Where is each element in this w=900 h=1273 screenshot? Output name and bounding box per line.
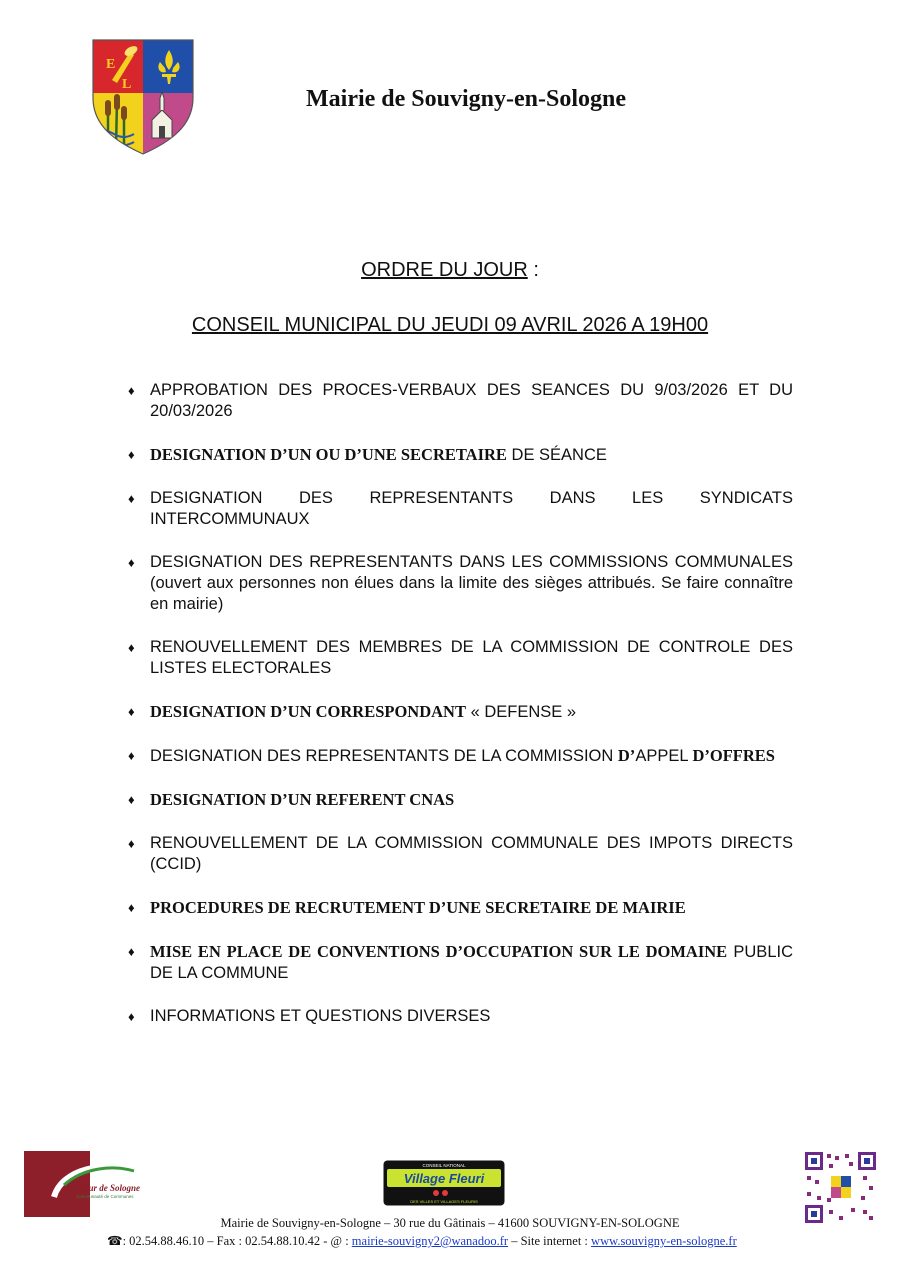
diamond-bullet-icon: ♦	[128, 491, 135, 506]
coeur-logo-subtitle: Communauté de Communes	[76, 1194, 134, 1199]
agenda-item	[128, 444, 793, 466]
site-label: – Site internet :	[508, 1234, 592, 1248]
diamond-bullet-icon: ♦	[128, 900, 135, 915]
flower-icon	[433, 1190, 439, 1196]
agenda-item	[128, 833, 793, 875]
agenda-item	[128, 552, 793, 615]
diamond-bullet-icon: ♦	[128, 640, 135, 655]
agenda-item-text: INFORMATIONS ET QUESTIONS DIVERSES	[150, 1007, 491, 1025]
diamond-bullet-icon: ♦	[128, 555, 135, 570]
coeur-logo-text: Cœur de Sologne	[76, 1183, 141, 1193]
village-fleuri-title: Village Fleuri	[403, 1171, 485, 1186]
qr-code-icon	[805, 1152, 876, 1223]
diamond-bullet-icon: ♦	[128, 836, 135, 851]
village-fleuri-logo	[383, 1160, 505, 1206]
website-link[interactable]: www.souvigny-en-sologne.fr	[591, 1234, 737, 1248]
agenda-item-text: MISE EN PLACE DE CONVENTIONS D’OCCUPATION SUR LE DOMAINE	[150, 942, 728, 961]
agenda-item	[128, 701, 793, 723]
agenda-item-text: DESIGNATION D’UN REFERENT CNAS	[150, 790, 455, 809]
agenda-item-text: APPROBATION DES PROCES-VERBAUX DES SEANCES DU 9/03/2026 ET DU 20/03/2026	[150, 381, 793, 420]
agenda-item-text: DESIGNATION D’UN CORRESPONDANT	[150, 702, 466, 721]
agenda-item-text: DESIGNATION DES REPRESENTANTS DANS LES SYNDICATS INTERCOMMUNAUX	[150, 489, 793, 528]
agenda-item-text: RENOUVELLEMENT DES MEMBRES DE LA COMMISSION DE CONTROLE DES LISTES ELECTORALES	[150, 638, 793, 677]
diamond-bullet-icon: ♦	[128, 792, 135, 807]
footer-address: Mairie de Souvigny-en-Sologne – 30 rue du Gâtinais – 41600 SOUVIGNY-EN-SOLOGNE	[220, 1216, 680, 1230]
agenda-item-text: « DEFENSE »	[465, 703, 577, 721]
agenda-item	[128, 488, 793, 530]
diamond-bullet-icon: ♦	[128, 748, 135, 763]
diamond-bullet-icon: ♦	[128, 447, 135, 462]
agenda-item	[128, 941, 793, 984]
mairie-title: Mairie de Souvigny-en-Sologne	[306, 86, 627, 112]
agenda-item	[128, 380, 793, 422]
agenda-item	[128, 745, 793, 767]
phone-icon: ☎	[107, 1234, 123, 1248]
agenda-item	[128, 897, 793, 919]
agenda-item-text: D’	[617, 746, 636, 765]
footer-contact	[107, 1233, 787, 1249]
village-fleuri-top: CONSEIL NATIONAL	[422, 1163, 466, 1168]
conseil-title: CONSEIL MUNICIPAL DU JEUDI 09 AVRIL 2026 A 19H00	[191, 314, 709, 336]
coeur-de-sologne-logo	[24, 1151, 156, 1217]
agenda-item-text: DESIGNATION D’UN OU D’UNE SECRETAIRE	[150, 445, 507, 464]
agenda-item-text: DESIGNATION DES REPRESENTANTS DANS LES COMMISSIONS COMMUNALES (ouvert aux personnes non élues dans la limite des sièges attribués. Se faire connaître en mairie)	[150, 553, 793, 613]
agenda-item-text: D’OFFRES	[692, 746, 775, 765]
agenda-item-text: DESIGNATION DES REPRESENTANTS DE LA COMMISSION	[150, 747, 618, 765]
agenda-item-text: APPEL	[635, 747, 693, 765]
agenda-list	[128, 380, 793, 1027]
crest-letter-l: L	[122, 77, 132, 92]
diamond-bullet-icon: ♦	[128, 944, 135, 959]
diamond-bullet-icon: ♦	[128, 704, 135, 719]
diamond-bullet-icon: ♦	[128, 383, 135, 398]
agenda-item	[128, 789, 793, 811]
flower-icon	[442, 1190, 448, 1196]
phone-fax-text: : 02.54.88.46.10 – Fax : 02.54.88.10.42 - @ :	[122, 1234, 352, 1248]
agenda-item	[128, 637, 793, 679]
agenda-item	[128, 1006, 793, 1027]
ordre-du-jour-colon: :	[527, 259, 539, 281]
agenda-item-text: RENOUVELLEMENT DE LA COMMISSION COMMUNALE DES IMPOTS DIRECTS (CCID)	[150, 834, 793, 873]
conseil-heading	[0, 314, 900, 337]
agenda-item-text: PROCEDURES DE RECRUTEMENT D’UNE SECRETAIRE DE MAIRIE	[150, 898, 686, 917]
agenda-item-text: PUBLIC DE LA COMMUNE	[150, 943, 793, 982]
diamond-bullet-icon: ♦	[128, 1009, 135, 1024]
agenda-item-text: DE SÉANCE	[506, 446, 607, 464]
email-link[interactable]: mairie-souvigny2@wanadoo.fr	[351, 1234, 509, 1248]
ordre-du-jour-label: ORDRE DU JOUR	[361, 259, 528, 281]
municipal-crest-logo	[90, 38, 196, 156]
ordre-du-jour-heading	[0, 259, 900, 282]
crest-letter-e: E	[106, 57, 116, 72]
village-fleuri-sub: DES VILLES ET VILLAGES FLEURIS	[410, 1199, 478, 1204]
